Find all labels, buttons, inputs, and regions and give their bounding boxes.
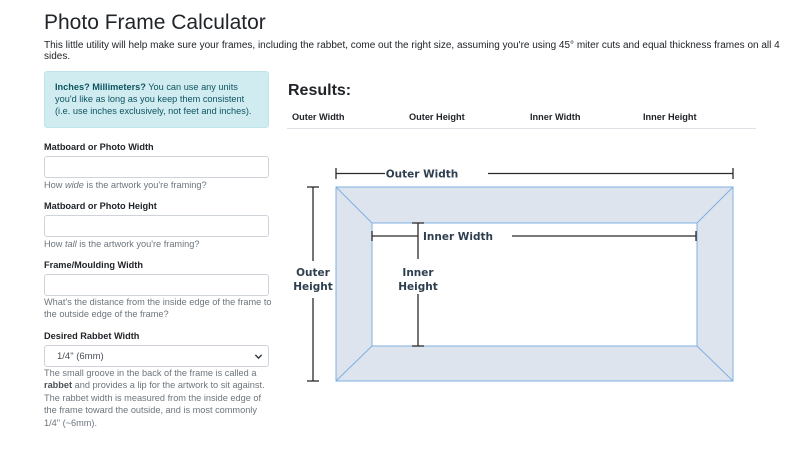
result-header-inner-width: Inner Width	[530, 112, 581, 122]
result-header-inner-height: Inner Height	[643, 112, 697, 122]
inner-height-label-line2: Height	[398, 281, 438, 293]
frame-diagram	[290, 160, 750, 390]
results-title: Results:	[288, 82, 352, 99]
moulding-width-label: Frame/Moulding Width	[44, 260, 143, 270]
outer-width-label: Outer Width	[385, 168, 459, 181]
matboard-height-label: Matboard or Photo Height	[44, 201, 157, 211]
matboard-height-help: How tall is the artwork you're framing?	[44, 239, 200, 249]
page-title: Photo Frame Calculator	[44, 11, 266, 34]
result-header-outer-height: Outer Height	[409, 112, 465, 122]
alert-heading: Inches? Millimeters?	[55, 82, 146, 92]
results-divider	[287, 128, 756, 129]
inner-width-label: Inner Width	[422, 231, 494, 243]
matboard-width-label: Matboard or Photo Width	[44, 142, 154, 152]
units-info-alert	[44, 71, 269, 128]
inner-height-label-line1: Inner	[402, 267, 434, 279]
moulding-width-input[interactable]	[44, 274, 269, 296]
outer-height-label-line1: Outer	[296, 267, 330, 279]
intro-text: This little utility will help make sure your frames, including the rabbet, come out the right size, assuming you're using 45° miter cuts and equal thickness frames on all 4 sides.	[44, 40, 780, 62]
matboard-width-input[interactable]	[44, 156, 269, 178]
rabbet-width-select[interactable]	[44, 345, 269, 367]
matboard-width-help: How wide is the artwork you're framing?	[44, 180, 207, 190]
outer-height-label-line2: Height	[293, 281, 333, 293]
alert-text: You can use any units you'd like as long as you keep them consistent (i.e. use inches exclusively, not feet and inches).	[55, 82, 252, 116]
inner-width-dimension	[372, 231, 696, 241]
result-header-outer-width: Outer Width	[292, 112, 345, 122]
rabbet-width-label: Desired Rabbet Width	[44, 331, 140, 341]
moulding-width-help: What's the distance from the inside edge of the frame to the outside edge of the frame?	[44, 297, 272, 320]
chevron-down-icon	[254, 352, 263, 361]
rabbet-selected-value: 1/4" (6mm)	[57, 351, 104, 362]
frame-shape	[336, 187, 733, 381]
rabbet-width-help: The small groove in the back of the frame is called a rabbet and provides a lip for the artwork to sit against. The rabbet width is measured from the inside edge of the frame toward the outside, and is most commonly 1/4" (~6mm).	[44, 368, 265, 428]
matboard-height-input[interactable]	[44, 215, 269, 237]
